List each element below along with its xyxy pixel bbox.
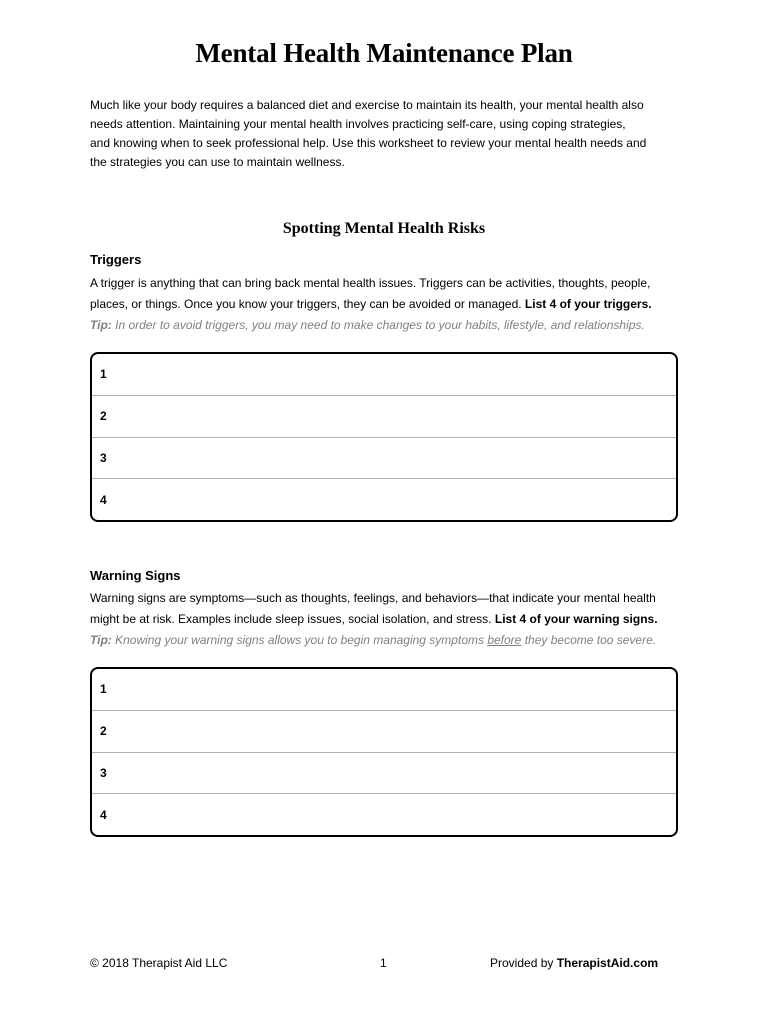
tip-emphasis: before [487,633,522,647]
entry-number: 4 [100,807,107,822]
tip-label: Tip: [90,318,112,332]
entry-number: 2 [100,724,107,739]
triggers-line-2 [90,294,690,315]
triggers-tip [90,315,690,336]
section-heading: Spotting Mental Health Risks [282,220,486,237]
intro-line: the strategies you can use to maintain wellness. [90,155,345,169]
entry-number: 2 [100,409,107,424]
triggers-list-box [90,352,678,522]
triggers-entry-4[interactable] [92,479,676,520]
tip-text-after: they become too severe. [524,633,657,647]
tip-text: In order to avoid triggers, you may need to make changes to your habits, lifestyle, and relationships. [115,318,645,332]
triggers-entry-3[interactable] [92,438,676,480]
warning-entry-3[interactable] [92,753,676,795]
footer-provided-by [490,956,658,970]
tip-label: Tip: [90,633,112,647]
warning-signs-description [90,588,690,651]
footer-page-number: 1 [380,956,387,970]
intro-paragraph [90,96,690,172]
intro-line: Much like your body requires a balanced diet and exercise to maintain its health, your mental health also [90,98,644,112]
triggers-line-2-text: places, or things. Once you know your triggers, they can be avoided or managed. [90,297,522,311]
triggers-line-1: A trigger is anything that can bring back mental health issues. Triggers can be activities, thoughts, people, [90,276,651,290]
site-link[interactable]: TherapistAid.com [556,956,659,970]
warning-line-2 [90,609,690,630]
page-title: Mental Health Maintenance Plan [195,38,573,68]
warning-instruction: List 4 of your warning signs. [494,612,658,626]
footer-copyright: © 2018 Therapist Aid LLC [90,956,228,970]
tip-text-before: Knowing your warning signs allows you to begin managing symptoms [115,633,484,647]
warning-entry-4[interactable] [92,794,676,835]
intro-line: and knowing when to seek professional help. Use this worksheet to review your mental health needs and [90,136,647,150]
entry-number: 1 [100,682,107,697]
warning-line-2-text: might be at risk. Examples include sleep issues, social isolation, and stress. [90,612,492,626]
provided-by-label: Provided by [490,956,554,970]
triggers-description [90,273,690,336]
warning-tip [90,630,690,651]
entry-number: 3 [100,450,107,465]
intro-line: needs attention. Maintaining your mental health involves practicing self-care, using coping strategies, [90,117,626,131]
warning-signs-heading: Warning Signs [90,568,181,583]
warning-entry-2[interactable] [92,711,676,753]
triggers-entry-1[interactable] [92,354,676,396]
triggers-instruction: List 4 of your triggers. [524,297,652,311]
entry-number: 3 [100,765,107,780]
warning-entry-1[interactable] [92,669,676,711]
triggers-entry-2[interactable] [92,396,676,438]
warning-line-1: Warning signs are symptoms—such as thoughts, feelings, and behaviors—that indicate your mental health [90,591,656,605]
entry-number: 4 [100,492,107,507]
entry-number: 1 [100,367,107,382]
triggers-heading: Triggers [90,252,142,267]
warning-signs-list-box [90,667,678,837]
